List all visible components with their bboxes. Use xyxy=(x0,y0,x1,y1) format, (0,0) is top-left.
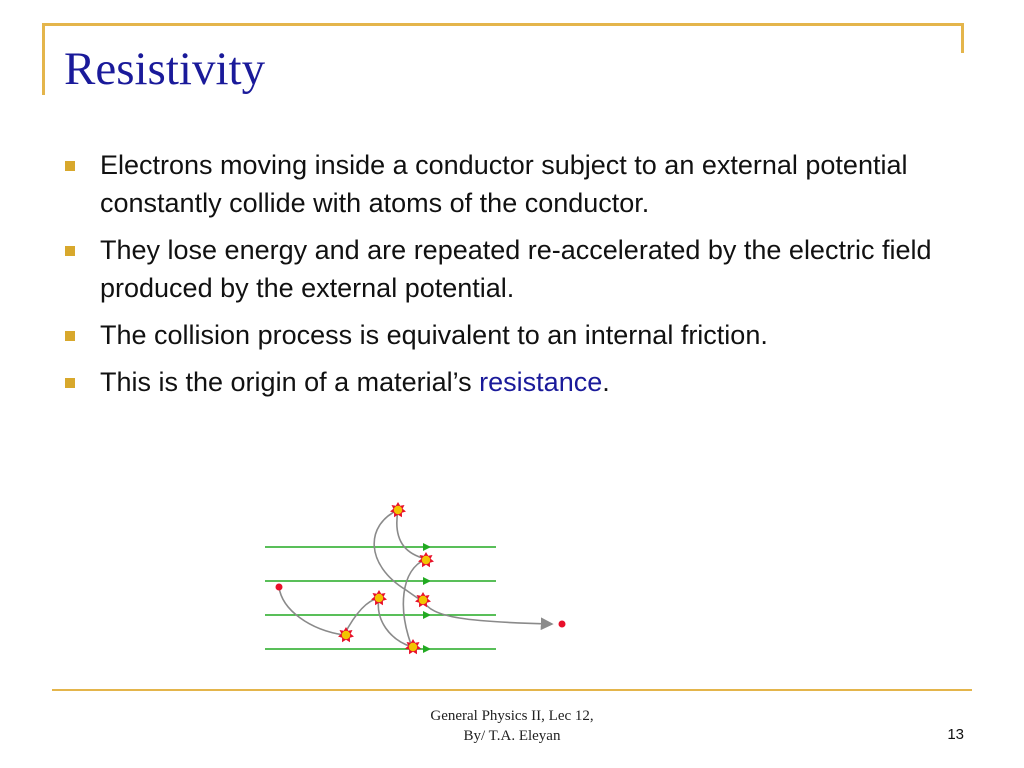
field-arrow-icon xyxy=(423,543,431,551)
footer-line-1: General Physics II, Lec 12, xyxy=(430,708,594,724)
bullet-text-2: They lose energy and are repeated re-accelerated by the electric field produced by the external potential. xyxy=(100,235,932,303)
electron-trajectory xyxy=(279,510,552,647)
page-number: 13 xyxy=(947,726,964,743)
footer-line-2: By/ T.A. Eleyan xyxy=(463,728,561,744)
bullet-text-4-before: This is the origin of a material’s xyxy=(100,367,480,397)
atom-icon xyxy=(405,639,421,654)
footer-rule xyxy=(52,689,972,691)
bullet-text-1: Electrons moving inside a conductor subject to an external potential constantly collide with atoms of the conductor. xyxy=(100,150,908,218)
field-arrow-icon xyxy=(423,645,431,653)
resistance-highlight: resistance xyxy=(479,367,603,397)
atom-icon xyxy=(338,627,354,642)
atom-icon xyxy=(415,592,431,607)
field-arrow-icon xyxy=(423,577,431,585)
electron-start-icon xyxy=(276,584,283,591)
footer-caption xyxy=(380,706,644,746)
field-arrow-icon xyxy=(423,611,431,619)
bullet-text-4-after: . xyxy=(602,367,610,397)
atom-icon xyxy=(418,552,434,567)
bullet-text-3: The collision process is equivalent to an internal friction. xyxy=(100,320,768,350)
electron-end-icon xyxy=(559,621,566,628)
slide-title: Resistivity xyxy=(64,43,266,95)
